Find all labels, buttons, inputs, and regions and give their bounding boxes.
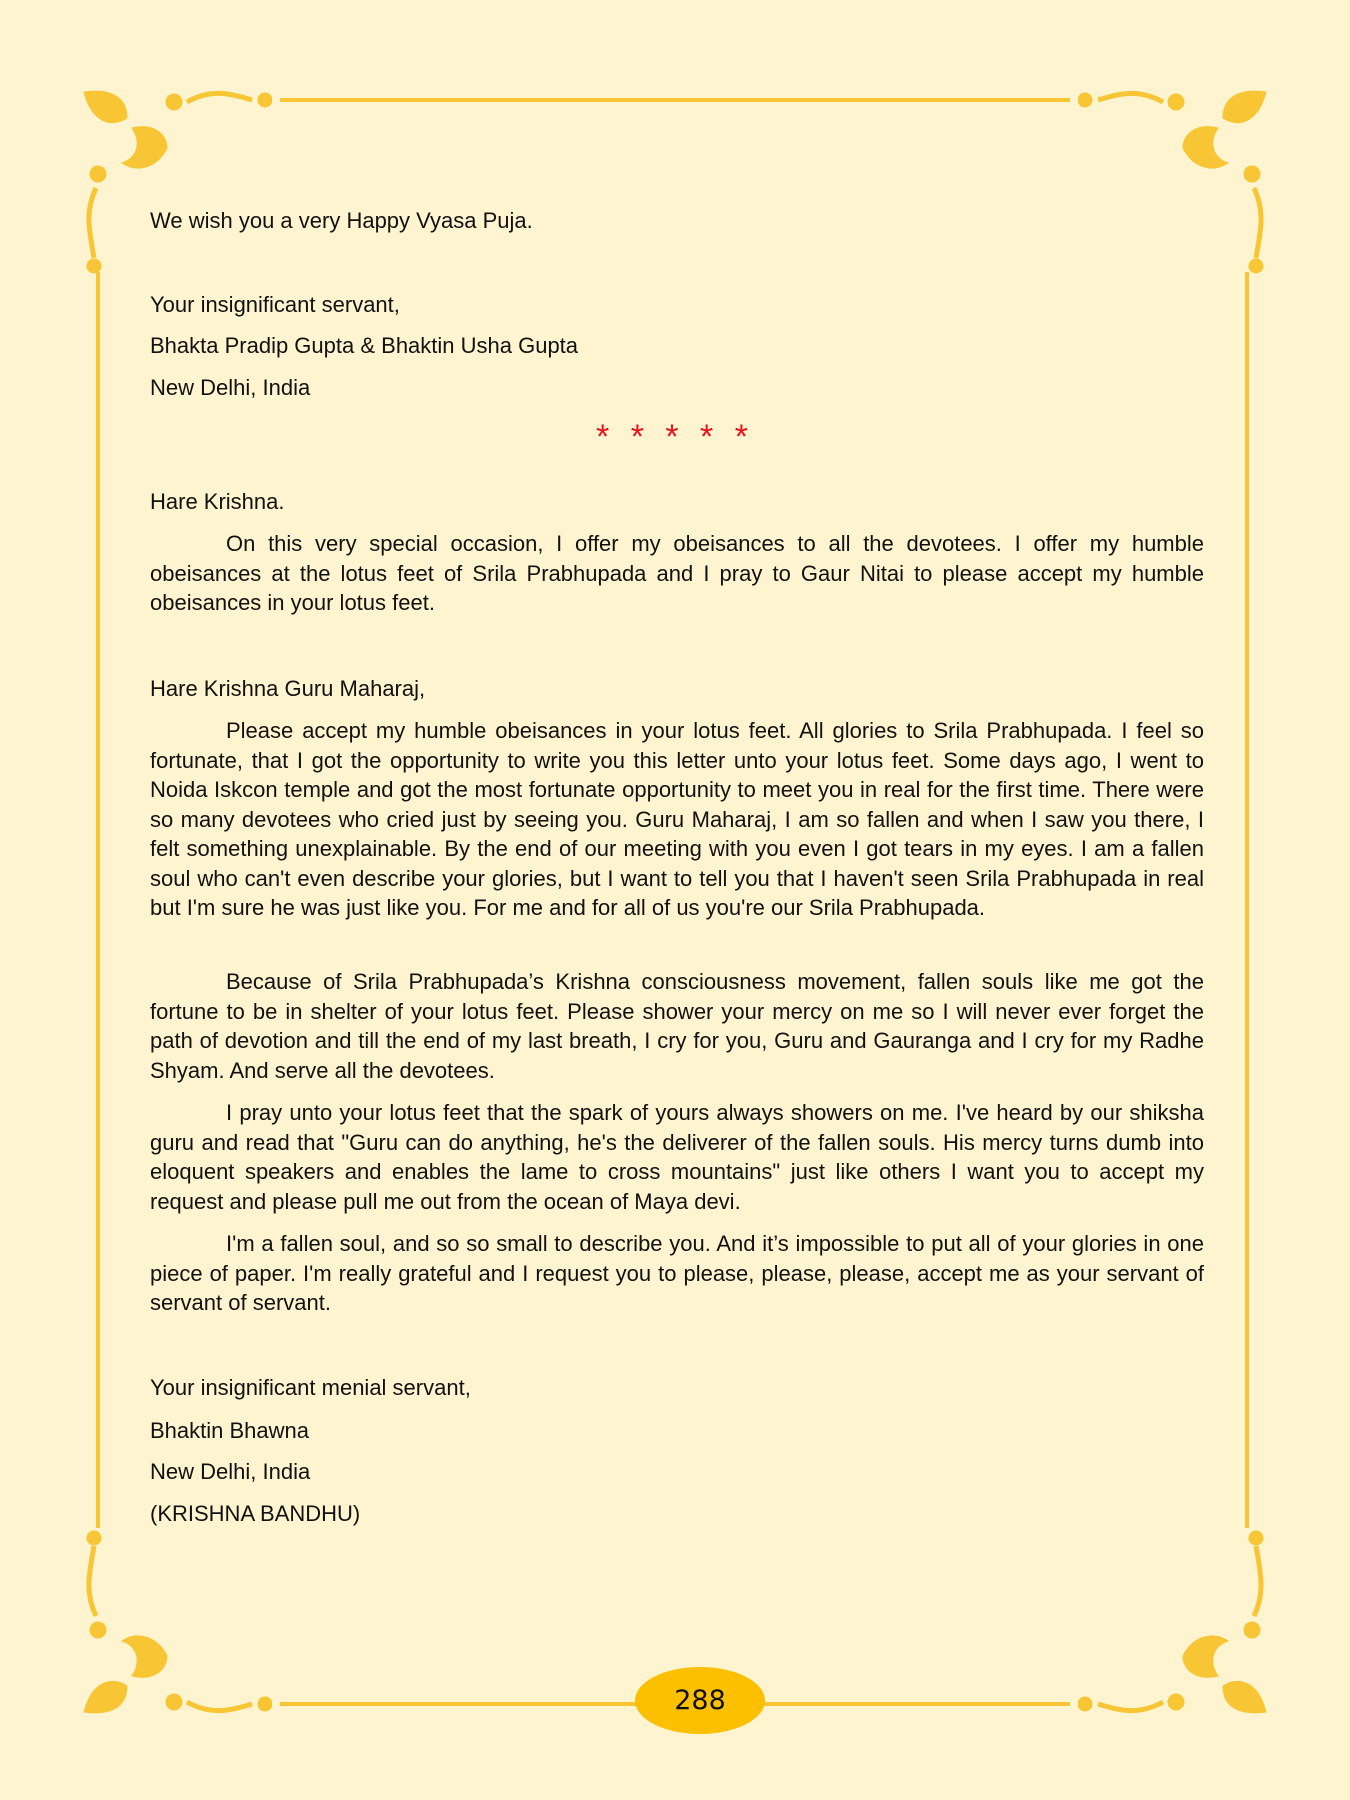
author-location: New Delhi, India bbox=[150, 375, 311, 400]
body-paragraph: Because of Srila Prabhupada’s Krishna consciousness movement, fallen souls like me got the fortune to be in shelter of your lotus feet. Please shower your mercy on me so I will never ever forget the path of devotion and till the end of my last breath, I cry for you, Guru and Gauranga and I cry for my Radhe Shyam. And serve all the devotees. bbox=[150, 969, 1204, 1083]
author-name: Bhaktin Bhawna bbox=[150, 1418, 309, 1443]
corner-ornament-icon bbox=[82, 1526, 272, 1716]
author-group: (KRISHNA BANDHU) bbox=[150, 1501, 361, 1526]
signoff: Your insignificant servant, bbox=[150, 292, 400, 317]
body-paragraph: I pray unto your lotus feet that the spark of yours always showers on me. I've heard by our shiksha guru and read that "Guru can do anything, he's the deliverer of the fallen souls. His mercy turns dumb into eloquent speakers and enables the lame to cross mountains" just like others I want you to accept my request and please pull me out from the ocean of Maya devi. bbox=[150, 1100, 1204, 1214]
vyasa-puja-wish: We wish you a very Happy Vyasa Puja. bbox=[150, 208, 533, 233]
corner-ornament-icon bbox=[82, 88, 272, 278]
border-top bbox=[280, 98, 1070, 102]
corner-ornament-icon bbox=[1078, 88, 1268, 278]
intro-paragraph: On this very special occasion, I offer my obeisances to all the devotees. I offer my humble obeisances at the lotus feet of Srila Prabhupada and I pray to Gaur Nitai to please accept my humble obeisances in your lotus feet. bbox=[150, 531, 1204, 615]
greeting: Hare Krishna. bbox=[150, 489, 285, 514]
author-names: Bhakta Pradip Gupta & Bhaktin Usha Gupta bbox=[150, 333, 579, 358]
page-number bbox=[635, 1667, 765, 1734]
body-paragraph: I'm a fallen soul, and so so small to describe you. And it’s impossible to put all of your glories in one piece of paper. I'm really grateful and I request you to please, please, please, accept me as your servant of servant of servant. bbox=[150, 1231, 1204, 1315]
signoff: Your insignificant menial servant, bbox=[150, 1375, 471, 1400]
author-location: New Delhi, India bbox=[150, 1459, 311, 1484]
section-separator: * * * * * bbox=[596, 418, 754, 456]
corner-ornament-icon bbox=[1078, 1526, 1268, 1716]
salutation: Hare Krishna Guru Maharaj, bbox=[150, 676, 426, 701]
page-number-text: 288 bbox=[674, 1685, 726, 1716]
border-left bbox=[96, 272, 100, 1528]
border-right bbox=[1245, 272, 1249, 1528]
body-paragraph: Please accept my humble obeisances in your lotus feet. All glories to Srila Prabhupada. I feel so fortunate, that I got the opportunity to write you this letter unto your lotus feet. Some days ago, I went to Noida Iskcon temple and got the most fortunate opportunity to meet you in real for the first time. There were so many devotees who cried just by seeing you. Guru Maharaj, I am so fallen and when I saw you there, I felt something unexplainable. By the end of our meeting with you even I got tears in my eyes. I am a fallen soul who can't even describe your glories, but I want to tell you that I haven't seen Srila Prabhupada in real but I'm sure he was just like you. For me and for all of us you're our Srila Prabhupada. bbox=[150, 718, 1204, 920]
